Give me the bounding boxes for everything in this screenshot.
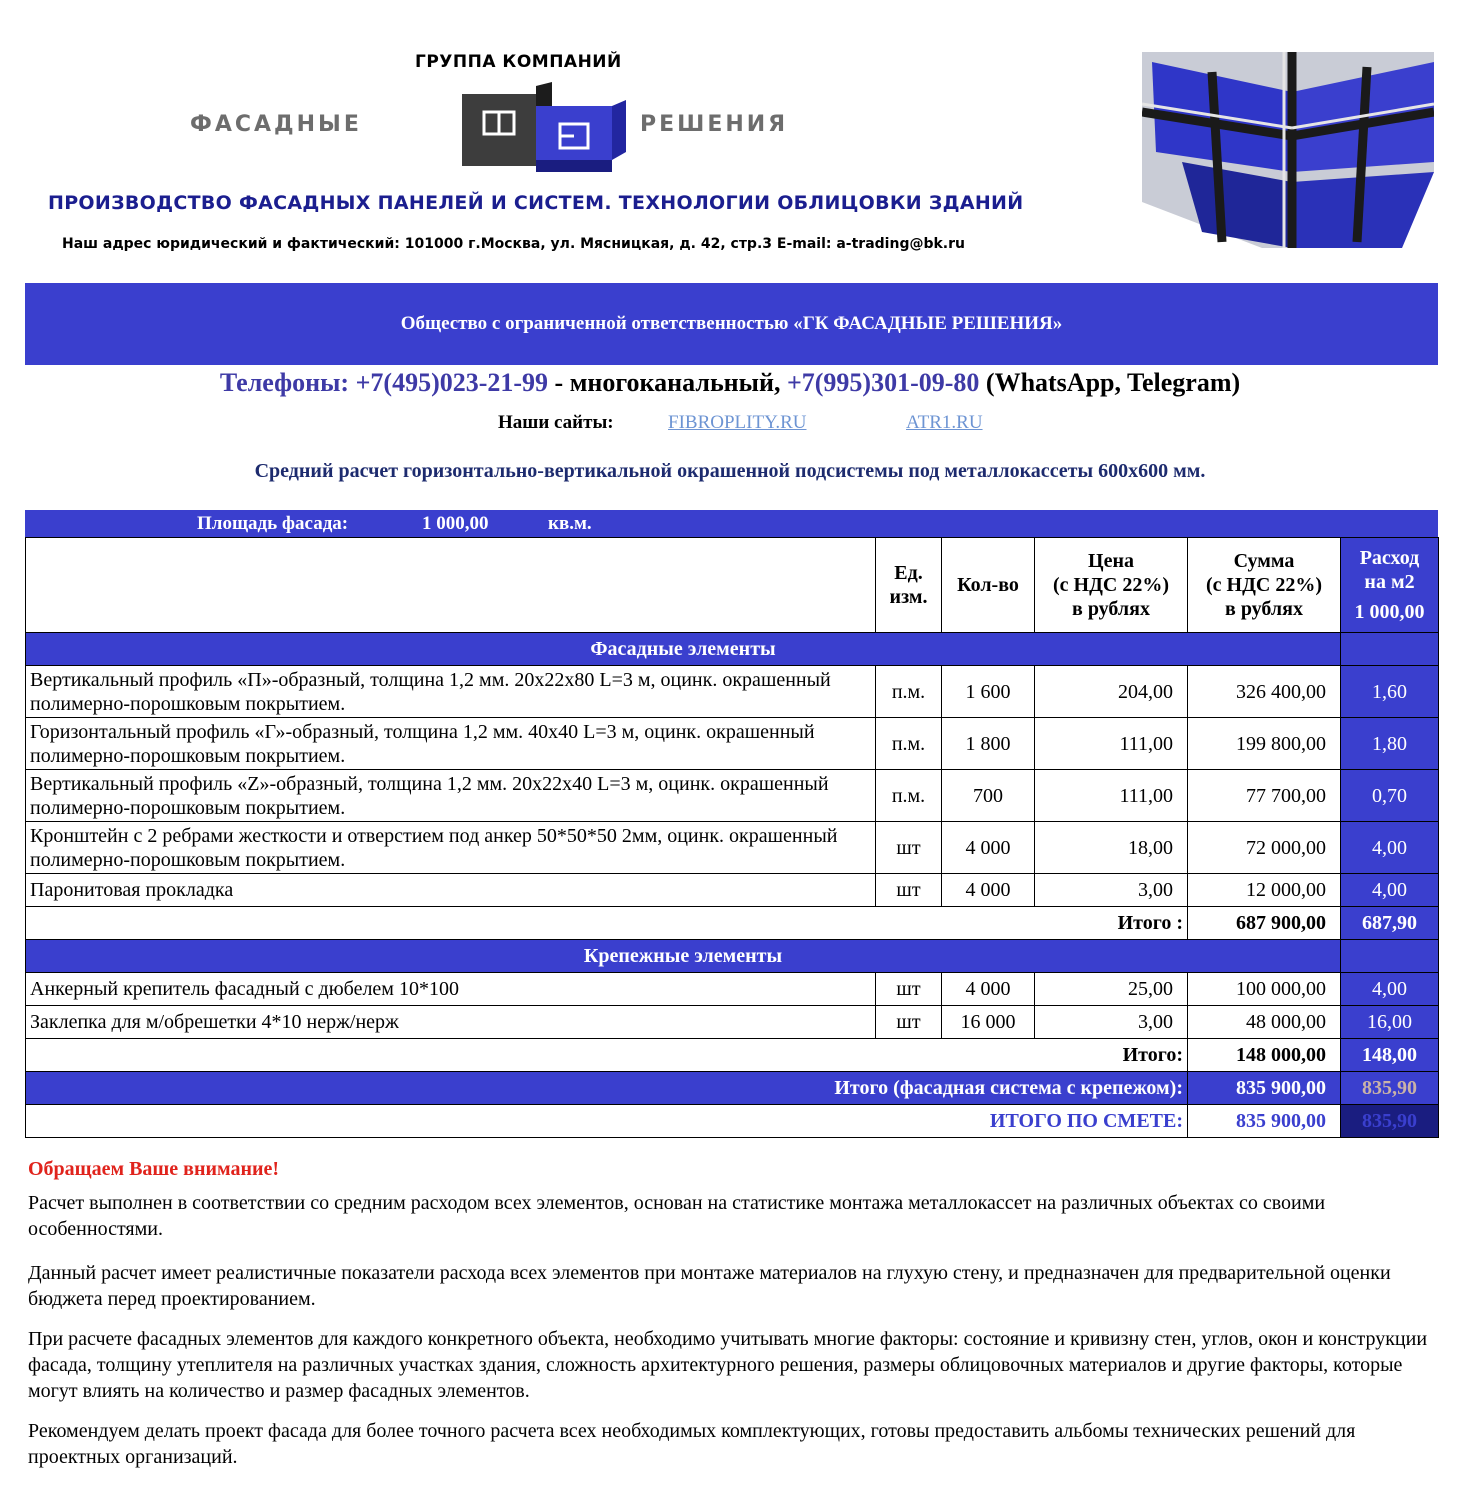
section-rate-empty [1341, 633, 1439, 666]
facade-area-bar [25, 510, 1438, 538]
item-name: Анкерный крепитель фасадный с дюбелем 10*100 [26, 973, 876, 1006]
sites-label: Наши сайты: [498, 412, 614, 433]
subtotal-label: Итого : [26, 907, 1188, 940]
phone-primary-note: - многоканальный, [548, 368, 787, 397]
item-price: 111,00 [1035, 718, 1188, 770]
item-price: 25,00 [1035, 973, 1188, 1006]
note-paragraph: При расчете фасадных элементов для каждого конкретного объекта, необходимо учитывать многие факторы: состояние и кривизну стен, углов, окон и конструкции фасада, толщину утеплителя на различных участках здания, сложность архитектурного решения, размеры облицовочных материалов и другие факторы, которые могут влиять на количество и размер фасадных элементов. [28, 1328, 1428, 1402]
group-label: ГРУППА КОМПАНИЙ [415, 52, 622, 72]
item-qty: 4 000 [942, 822, 1035, 874]
item-unit: шт [876, 874, 942, 907]
company-banner [25, 283, 1438, 365]
item-unit: п.м. [876, 770, 942, 822]
grand-total-label: Итого (фасадная система с крепежом): [26, 1072, 1188, 1105]
header-sum: Сумма (с НДС 22%) в рублях [1188, 538, 1341, 633]
area-label: Площадь фасада: [197, 513, 349, 534]
item-unit: шт [876, 973, 942, 1006]
phone-primary[interactable]: Телефоны: +7(495)023-21-99 [219, 368, 549, 397]
logo-text-left: ФАСАДНЫЕ [190, 112, 362, 137]
table-row [26, 822, 1439, 874]
final-total-row [26, 1105, 1439, 1138]
item-rate: 4,00 [1341, 973, 1439, 1006]
item-price: 3,00 [1035, 874, 1188, 907]
item-name: Горизонтальный профиль «Г»-образный, толщина 1,2 мм. 40х40 L=3 м, оцинк. окрашенный полимерно-порошковым покрытием. [26, 718, 876, 770]
site-link-atr1[interactable]: ATR1.RU [906, 412, 983, 433]
subtotal-row-fasteners [26, 1039, 1439, 1072]
subtotal-sum: 687 900,00 [1188, 907, 1341, 940]
item-name: Паронитовая прокладка [26, 874, 876, 907]
final-total-sum: 835 900,00 [1188, 1105, 1341, 1138]
company-logo-icon [462, 82, 632, 178]
subtotal-sum: 148 000,00 [1188, 1039, 1341, 1072]
item-name: Кронштейн с 2 ребрами жесткости и отверстием под анкер 50*50*50 2мм, оцинк. окрашенный полимерно-порошковым покрытием. [26, 822, 876, 874]
header-price: Цена (с НДС 22%) в рублях [1035, 538, 1188, 633]
item-qty: 1 600 [942, 666, 1035, 718]
header-name [26, 538, 876, 633]
site-link-fibroplity[interactable]: FIBROPLITY.RU [668, 412, 807, 433]
subtotal-rate: 148,00 [1341, 1039, 1439, 1072]
item-sum: 326 400,00 [1188, 666, 1341, 718]
final-total-label: ИТОГО ПО СМЕТЕ: [26, 1105, 1188, 1138]
company-name: Общество с ограниченной ответственностью «ГК ФАСАДНЫЕ РЕШЕНИЯ» [400, 313, 1063, 334]
item-qty: 4 000 [942, 874, 1035, 907]
item-unit: п.м. [876, 666, 942, 718]
table-row [26, 1006, 1439, 1039]
table-row [26, 718, 1439, 770]
grand-total-sum: 835 900,00 [1188, 1072, 1341, 1105]
note-paragraph: Расчет выполнен в соответствии со средним расходом всех элементов, основан на статистике монтажа металлокассет на различных объектах со своими особенностями. [28, 1192, 1326, 1240]
section-row-facade [26, 633, 1439, 666]
area-value: 1 000,00 [422, 513, 489, 534]
item-qty: 1 800 [942, 718, 1035, 770]
table-row [26, 666, 1439, 718]
item-qty: 700 [942, 770, 1035, 822]
grand-total-row [26, 1072, 1439, 1105]
item-rate: 0,70 [1341, 770, 1439, 822]
item-sum: 72 000,00 [1188, 822, 1341, 874]
note-paragraph: Данный расчет имеет реалистичные показатели расхода всех элементов при монтаже материалов на глухую стену, и предназначен для предварительной оценки бюджета перед проектированием. [28, 1262, 1391, 1310]
header-qty: Кол-во [942, 538, 1035, 633]
item-unit: шт [876, 822, 942, 874]
grand-total-rate: 835,90 [1341, 1072, 1439, 1105]
item-sum: 100 000,00 [1188, 973, 1341, 1006]
item-rate: 1,80 [1341, 718, 1439, 770]
building-facade-image [1142, 52, 1434, 248]
item-price: 111,00 [1035, 770, 1188, 822]
subtotal-label: Итого: [26, 1039, 1188, 1072]
area-unit: кв.м. [548, 513, 592, 534]
logo-text-right: РЕШЕНИЯ [640, 112, 789, 137]
item-rate: 16,00 [1341, 1006, 1439, 1039]
item-rate: 1,60 [1341, 666, 1439, 718]
item-rate: 4,00 [1341, 822, 1439, 874]
section-row-fasteners [26, 940, 1439, 973]
table-row [26, 770, 1439, 822]
item-name: Вертикальный профиль «Z»-образный, толщина 1,2 мм. 20х22х40 L=3 м, оцинк. окрашенный полимерно-порошковым покрытием. [26, 770, 876, 822]
item-price: 3,00 [1035, 1006, 1188, 1039]
item-name: Вертикальный профиль «П»-образный, толщина 1,2 мм. 20х22х80 L=3 м, оцинк. окрашенный полимерно-порошковым покрытием. [26, 666, 876, 718]
item-name: Заклепка для м/обрешетки 4*10 нерж/нерж [26, 1006, 876, 1039]
item-sum: 12 000,00 [1188, 874, 1341, 907]
item-price: 204,00 [1035, 666, 1188, 718]
item-unit: п.м. [876, 718, 942, 770]
item-qty: 4 000 [942, 973, 1035, 1006]
phone-secondary-note: (WhatsApp, Telegram) [979, 368, 1241, 397]
calculation-title: Средний расчет горизонтально-вертикальной окрашенной подсистемы под металлокассеты 600х600 мм. [254, 460, 1206, 482]
note-paragraph: Рекомендуем делать проект фасада для более точного расчета всех необходимых комплектующих, готовы предоставить альбомы технических решений для проектных организаций. [28, 1420, 1356, 1468]
phone-secondary[interactable]: +7(995)301-09-80 [786, 368, 980, 397]
tagline: ПРОИЗВОДСТВО ФАСАДНЫХ ПАНЕЛЕЙ И СИСТЕМ. ТЕХНОЛОГИИ ОБЛИЦОВКИ ЗДАНИЙ [48, 192, 1024, 214]
final-total-rate: 835,90 [1341, 1105, 1439, 1138]
section-title: Крепежные элементы [26, 940, 1341, 973]
item-qty: 16 000 [942, 1006, 1035, 1039]
header-unit: Ед. изм. [876, 538, 942, 633]
address: Наш адрес юридический и фактический: 101000 г.Москва, ул. Мясницкая, д. 42, стр.3 E-mail: a-trading@bk.ru [62, 236, 965, 252]
phones-line [0, 368, 1460, 398]
attention-heading: Обращаем Ваше внимание! [28, 1158, 280, 1180]
subtotal-rate: 687,90 [1341, 907, 1439, 940]
table-row [26, 874, 1439, 907]
table-row [26, 973, 1439, 1006]
item-rate: 4,00 [1341, 874, 1439, 907]
section-title: Фасадные элементы [26, 633, 1341, 666]
section-rate-empty [1341, 940, 1439, 973]
estimate-table [25, 537, 1439, 1138]
header-rate: Расход на м2 1 000,00 [1341, 538, 1439, 633]
item-price: 18,00 [1035, 822, 1188, 874]
item-sum: 199 800,00 [1188, 718, 1341, 770]
item-sum: 77 700,00 [1188, 770, 1341, 822]
subtotal-row-facade [26, 907, 1439, 940]
item-sum: 48 000,00 [1188, 1006, 1341, 1039]
item-unit: шт [876, 1006, 942, 1039]
table-header-row [26, 538, 1439, 633]
